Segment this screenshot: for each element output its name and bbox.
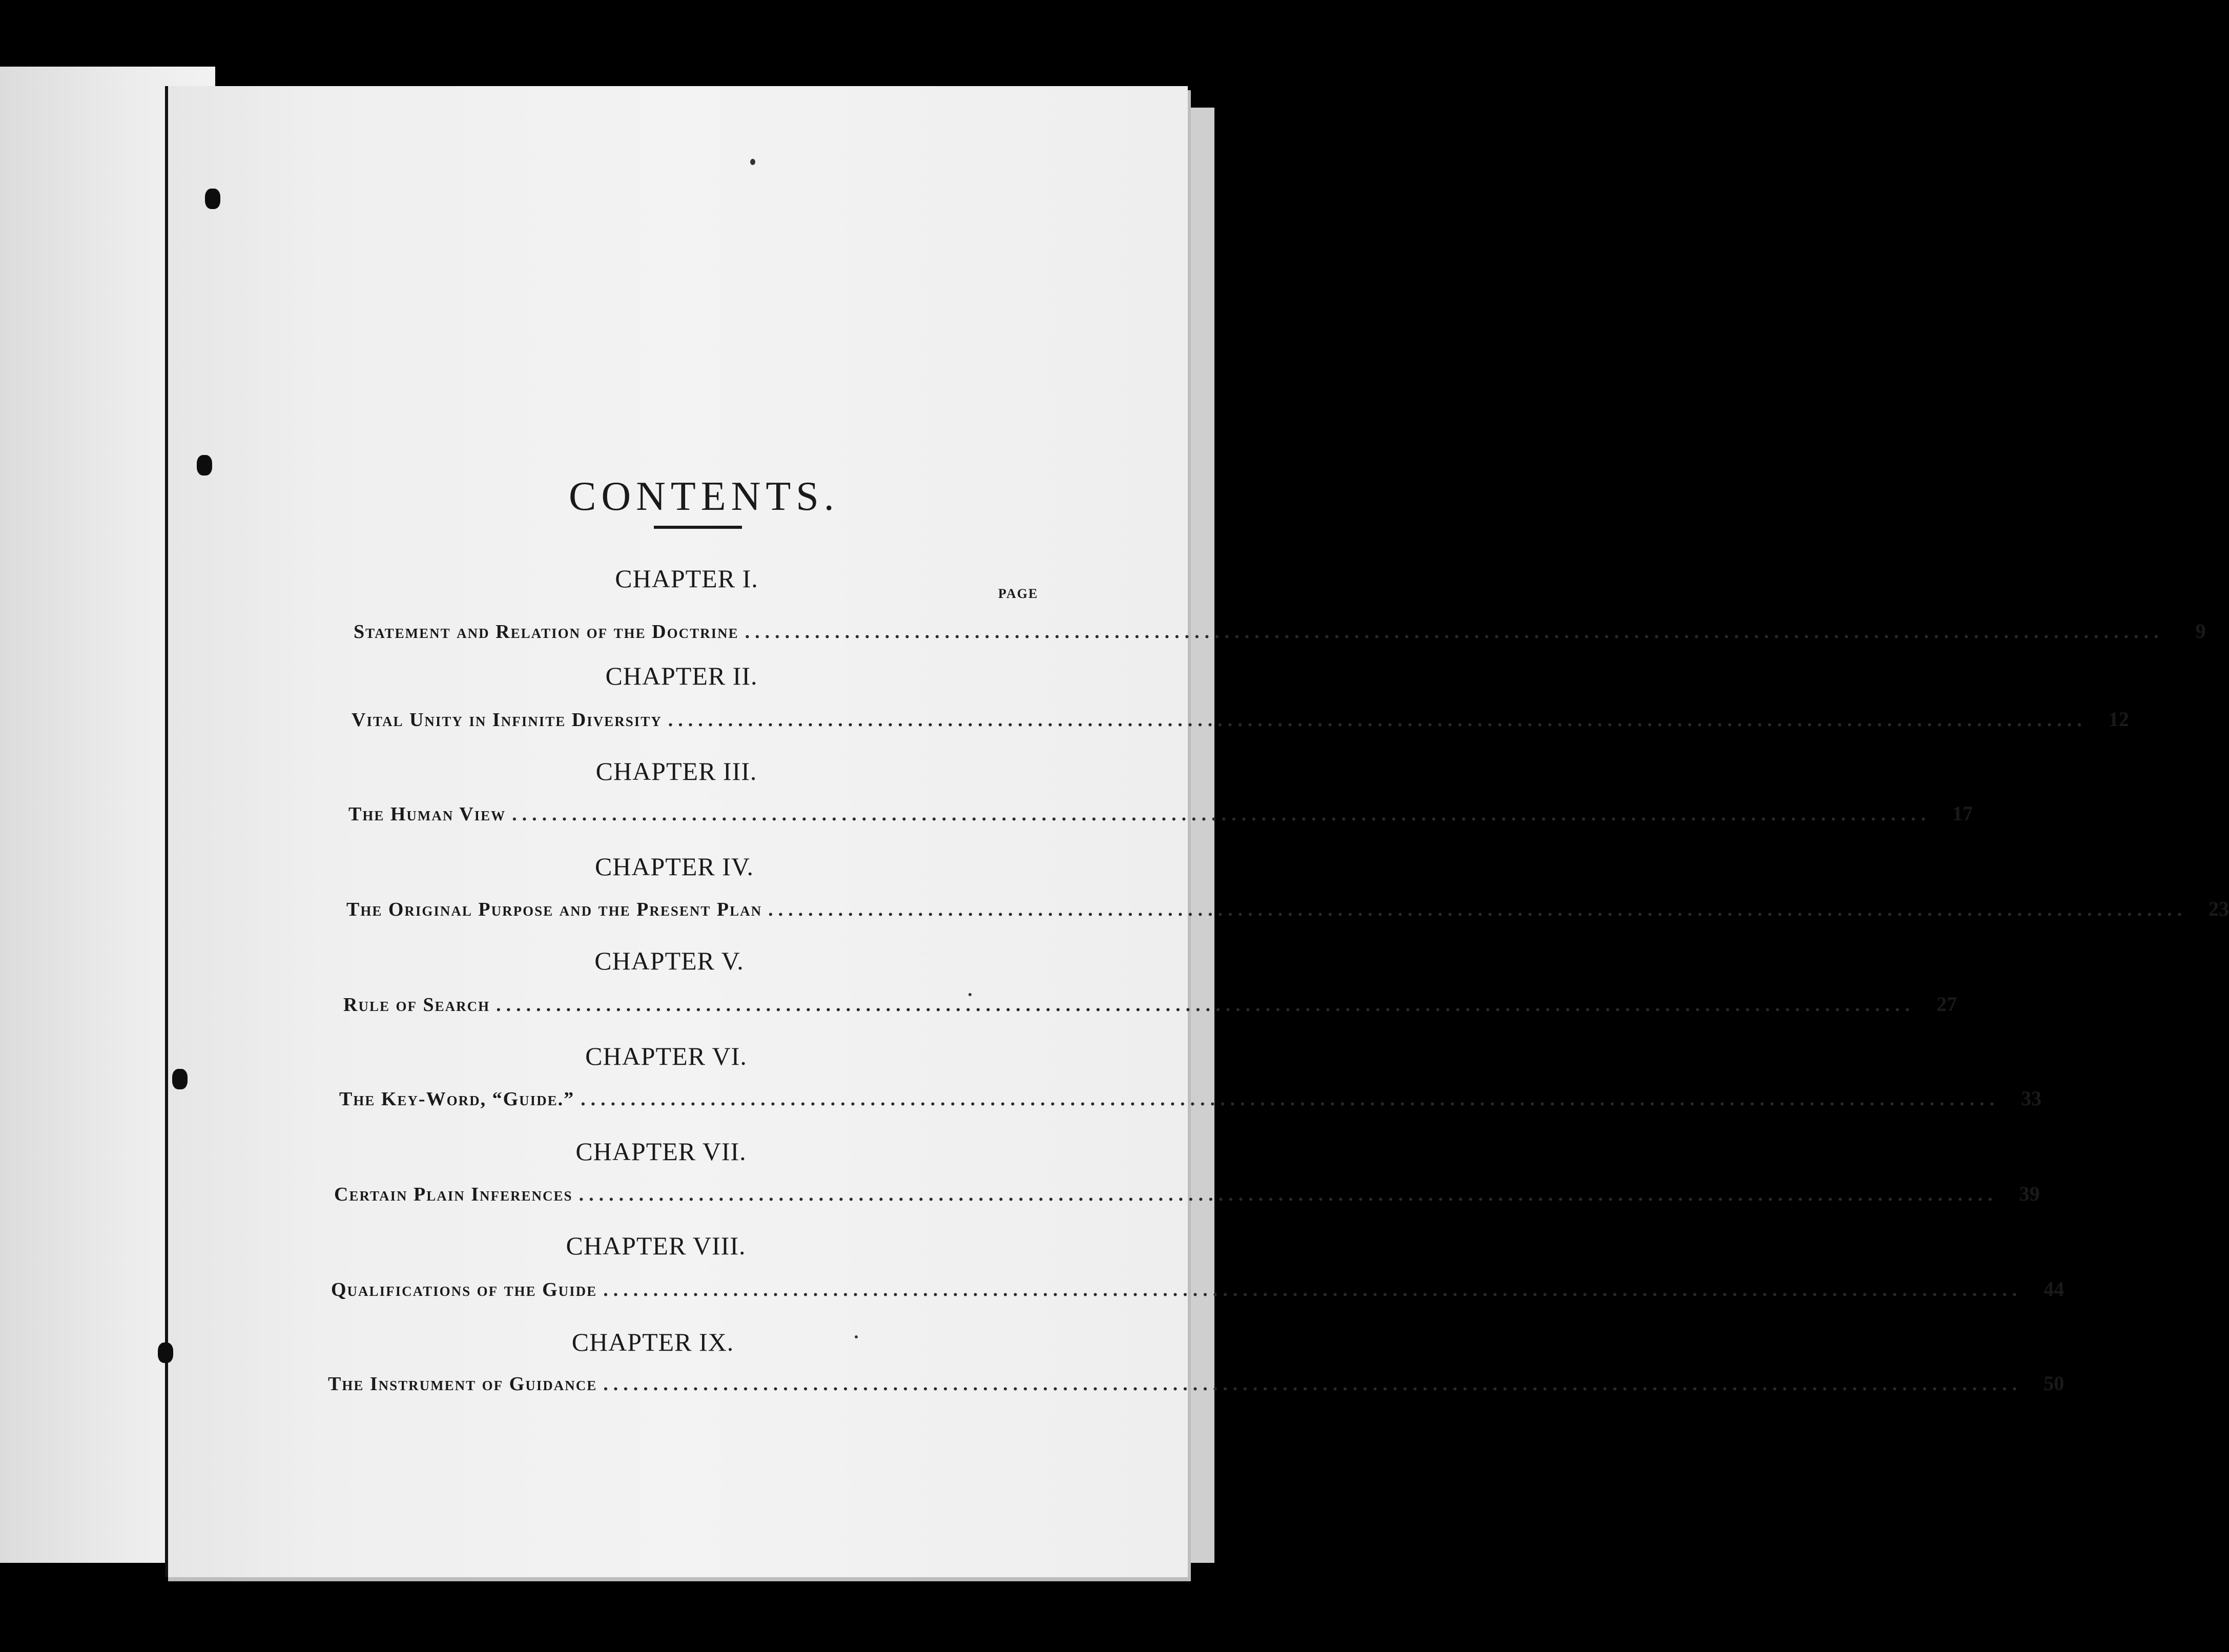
toc-entry-page: 33 — [2021, 1087, 2042, 1110]
toc-entry-title: Certain Plain Inferences — [334, 1184, 573, 1205]
binding-stitch-icon — [172, 1069, 188, 1089]
toc-entry-page: 17 — [1952, 802, 1973, 825]
toc-entry-page: 50 — [2044, 1372, 2065, 1395]
chapter-heading: CHAPTER I. — [615, 564, 758, 593]
toc-entry-page: 12 — [2108, 708, 2129, 731]
leader-dots: .............................................................................................................................................. — [581, 1088, 2000, 1110]
toc-entry-page: 44 — [2044, 1277, 2065, 1300]
page-column-label: PAGE — [998, 586, 1039, 601]
chapter-heading: CHAPTER IX. — [571, 1328, 734, 1356]
binding-stitch-icon — [205, 189, 220, 209]
paper-speck — [750, 159, 755, 165]
leader-dots: .............................................................................................................................................. — [579, 1184, 1998, 1205]
leader-dots: .............................................................................................................................................. — [603, 1373, 2022, 1395]
leader-dots: .............................................................................................................................................. — [668, 709, 2087, 731]
toc-entry-title: The Key-Word, “Guide.” — [339, 1088, 575, 1110]
toc-entry-title: The Human View — [348, 803, 506, 825]
toc-entry-page: 9 — [2195, 620, 2206, 643]
toc-entry-title: Qualifications of the Guide — [331, 1279, 597, 1300]
title-rule — [654, 526, 742, 529]
chapter-heading: CHAPTER II. — [605, 662, 758, 690]
chapter-heading: CHAPTER VIII. — [566, 1231, 746, 1260]
leader-dots: .............................................................................................................................................. — [745, 621, 2164, 643]
contents-title: CONTENTS. — [569, 473, 839, 519]
toc-entry-title: Rule of Search — [343, 994, 490, 1016]
toc-entry[interactable] — [354, 619, 2206, 650]
toc-entry-title: The Original Purpose and the Present Plan — [346, 899, 762, 920]
chapter-heading: CHAPTER VI. — [585, 1042, 747, 1070]
toc-entry[interactable] — [331, 1277, 2065, 1308]
leader-dots: .............................................................................................................................................. — [496, 994, 1915, 1016]
toc-entry[interactable] — [339, 1086, 2042, 1117]
chapter-heading: CHAPTER IV. — [594, 852, 754, 881]
chapter-heading: CHAPTER III. — [595, 757, 757, 786]
leader-dots: .............................................................................................................................................. — [768, 899, 2187, 920]
toc-entry-title: Vital Unity in Infinite Diversity — [352, 709, 662, 731]
toc-entry-page: 27 — [1936, 993, 1957, 1016]
toc-entry[interactable] — [352, 707, 2129, 738]
toc-entry-title: The Instrument of Guidance — [328, 1373, 597, 1395]
chapter-heading: CHAPTER VII. — [575, 1137, 747, 1166]
leader-dots: .............................................................................................................................................. — [512, 803, 1931, 825]
toc-entry[interactable] — [346, 897, 2229, 927]
chapter-heading: CHAPTER V. — [594, 946, 744, 975]
toc-entry-page: 23 — [2209, 897, 2229, 920]
toc-entry[interactable] — [328, 1371, 2065, 1402]
toc-entry-page: 39 — [2019, 1182, 2040, 1205]
toc-entry[interactable] — [348, 801, 1973, 832]
binding-stitch-icon — [197, 455, 212, 476]
binding-stitch-icon — [158, 1343, 173, 1363]
toc-entry[interactable] — [334, 1182, 2040, 1212]
toc-entry[interactable] — [343, 992, 1957, 1023]
leader-dots: .............................................................................................................................................. — [603, 1279, 2022, 1300]
toc-entry-title: Statement and Relation of the Doctrine — [354, 621, 739, 643]
